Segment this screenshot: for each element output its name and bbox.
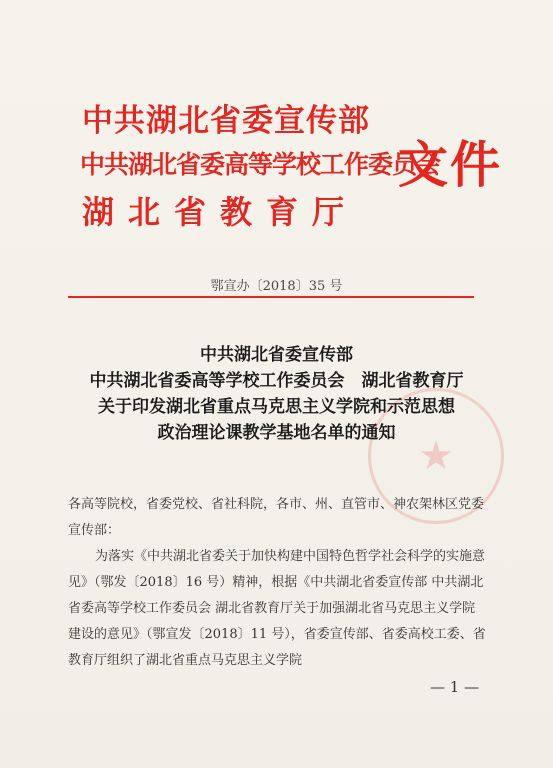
masthead-line-2: 中共湖北省委高等学校工作委员会	[80, 150, 441, 179]
masthead-line-1: 中共湖北省委宣传部	[82, 103, 370, 139]
document-number: 鄂宣办〔2018〕35 号	[210, 279, 343, 294]
body-paragraph: 为落实《中共湖北省委关于加快构建中国特色哲学社会科学的实施意见》（鄂发〔2018〕16 号）精神，根据《中共湖北省委宣传部 中共湖北省委高等学校工作委员会 湖北省教育厅关于加强湖北省马克思主义学院建设的意见》（鄂宣发〔2018〕11 号），省委宣传部、省委高校工委、省教育厅组织了湖北省重点马克思主义学院	[68, 549, 486, 668]
addressee: 各高等院校，省委党校、省社科院，各市、州、直管市、神农架林区党委宣传部：	[68, 497, 485, 538]
masthead-line-3: 湖北省教育厅	[82, 193, 359, 231]
page-number: — 1 —	[430, 678, 480, 696]
document-body	[68, 492, 486, 674]
document-title	[40, 342, 513, 446]
title-line-2: 中共湖北省委高等学校工作委员会 湖北省教育厅	[89, 371, 464, 391]
masthead-wenjian: 文件	[398, 136, 502, 194]
title-line-4: 政治理论课教学基地名单的通知	[157, 423, 396, 443]
seal-star-icon: ★	[418, 433, 454, 479]
title-line-3: 关于印发湖北省重点马克思主义学院和示范思想	[98, 397, 455, 417]
title-line-1: 中共湖北省委宣传部	[200, 345, 353, 365]
red-divider-line	[68, 296, 474, 298]
